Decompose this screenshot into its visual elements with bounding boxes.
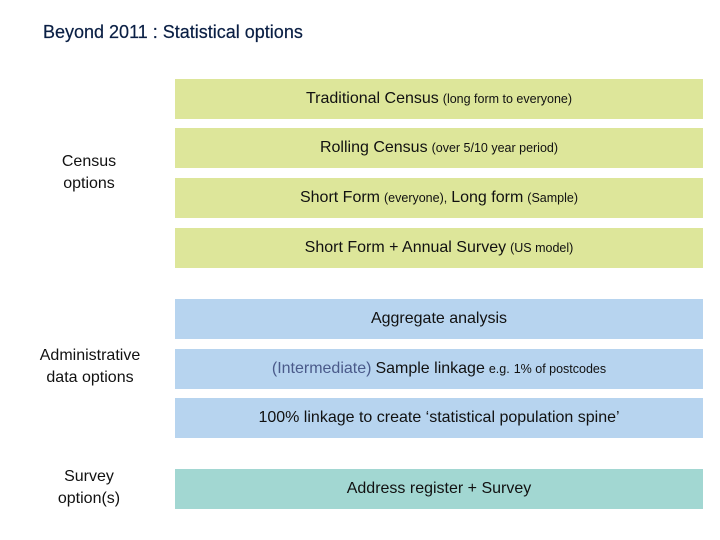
aggregate-analysis-box (175, 299, 703, 339)
survey-label-line2: option(s) (57, 490, 121, 507)
sample-linkage-eg: e.g. (488, 362, 510, 376)
long-form-text: Long form (451, 189, 524, 206)
sample-linkage-box (175, 349, 703, 389)
traditional-census-text: Traditional Census (305, 90, 439, 107)
short-form-text: Short Form (299, 189, 380, 206)
aggregate-analysis-text: Aggregate analysis (370, 310, 508, 327)
rolling-census-note: (over 5/10 year period) (431, 141, 559, 155)
census-label-line2: options (63, 175, 115, 192)
annual-survey-note: (US model) (510, 241, 574, 255)
admin-label-line2: data options (46, 369, 134, 386)
survey-options-label (44, 466, 134, 510)
page-title: Beyond 2011 : Statistical options (43, 22, 303, 42)
intermediate-prefix: (Intermediate) (271, 360, 372, 377)
long-form-note: (Sample) (527, 191, 578, 205)
address-register-survey-text: Address register + Survey (346, 480, 532, 497)
annual-survey-text: Short Form + Annual Survey (304, 239, 507, 256)
sample-linkage-note: 1% of postcodes (513, 362, 607, 376)
short-form-note: (everyone), (384, 191, 448, 205)
admin-label-line1: Administrative (39, 347, 141, 364)
short-form-annual-survey-box (175, 228, 703, 268)
address-register-survey-box (175, 469, 703, 509)
rolling-census-text: Rolling Census (319, 139, 428, 156)
traditional-census-box (175, 79, 703, 119)
census-label-line1: Census (61, 153, 117, 170)
sample-linkage-text: Sample linkage (375, 360, 485, 377)
full-linkage-text: 100% linkage to create ‘statistical population spine’ (258, 409, 620, 426)
rolling-census-box (175, 128, 703, 168)
admin-data-options-label (24, 345, 156, 389)
short-long-form-box (175, 178, 703, 218)
traditional-census-note: (long form to everyone) (442, 92, 573, 106)
full-linkage-box (175, 398, 703, 438)
survey-label-line1: Survey (64, 468, 114, 485)
census-options-label (48, 151, 130, 195)
